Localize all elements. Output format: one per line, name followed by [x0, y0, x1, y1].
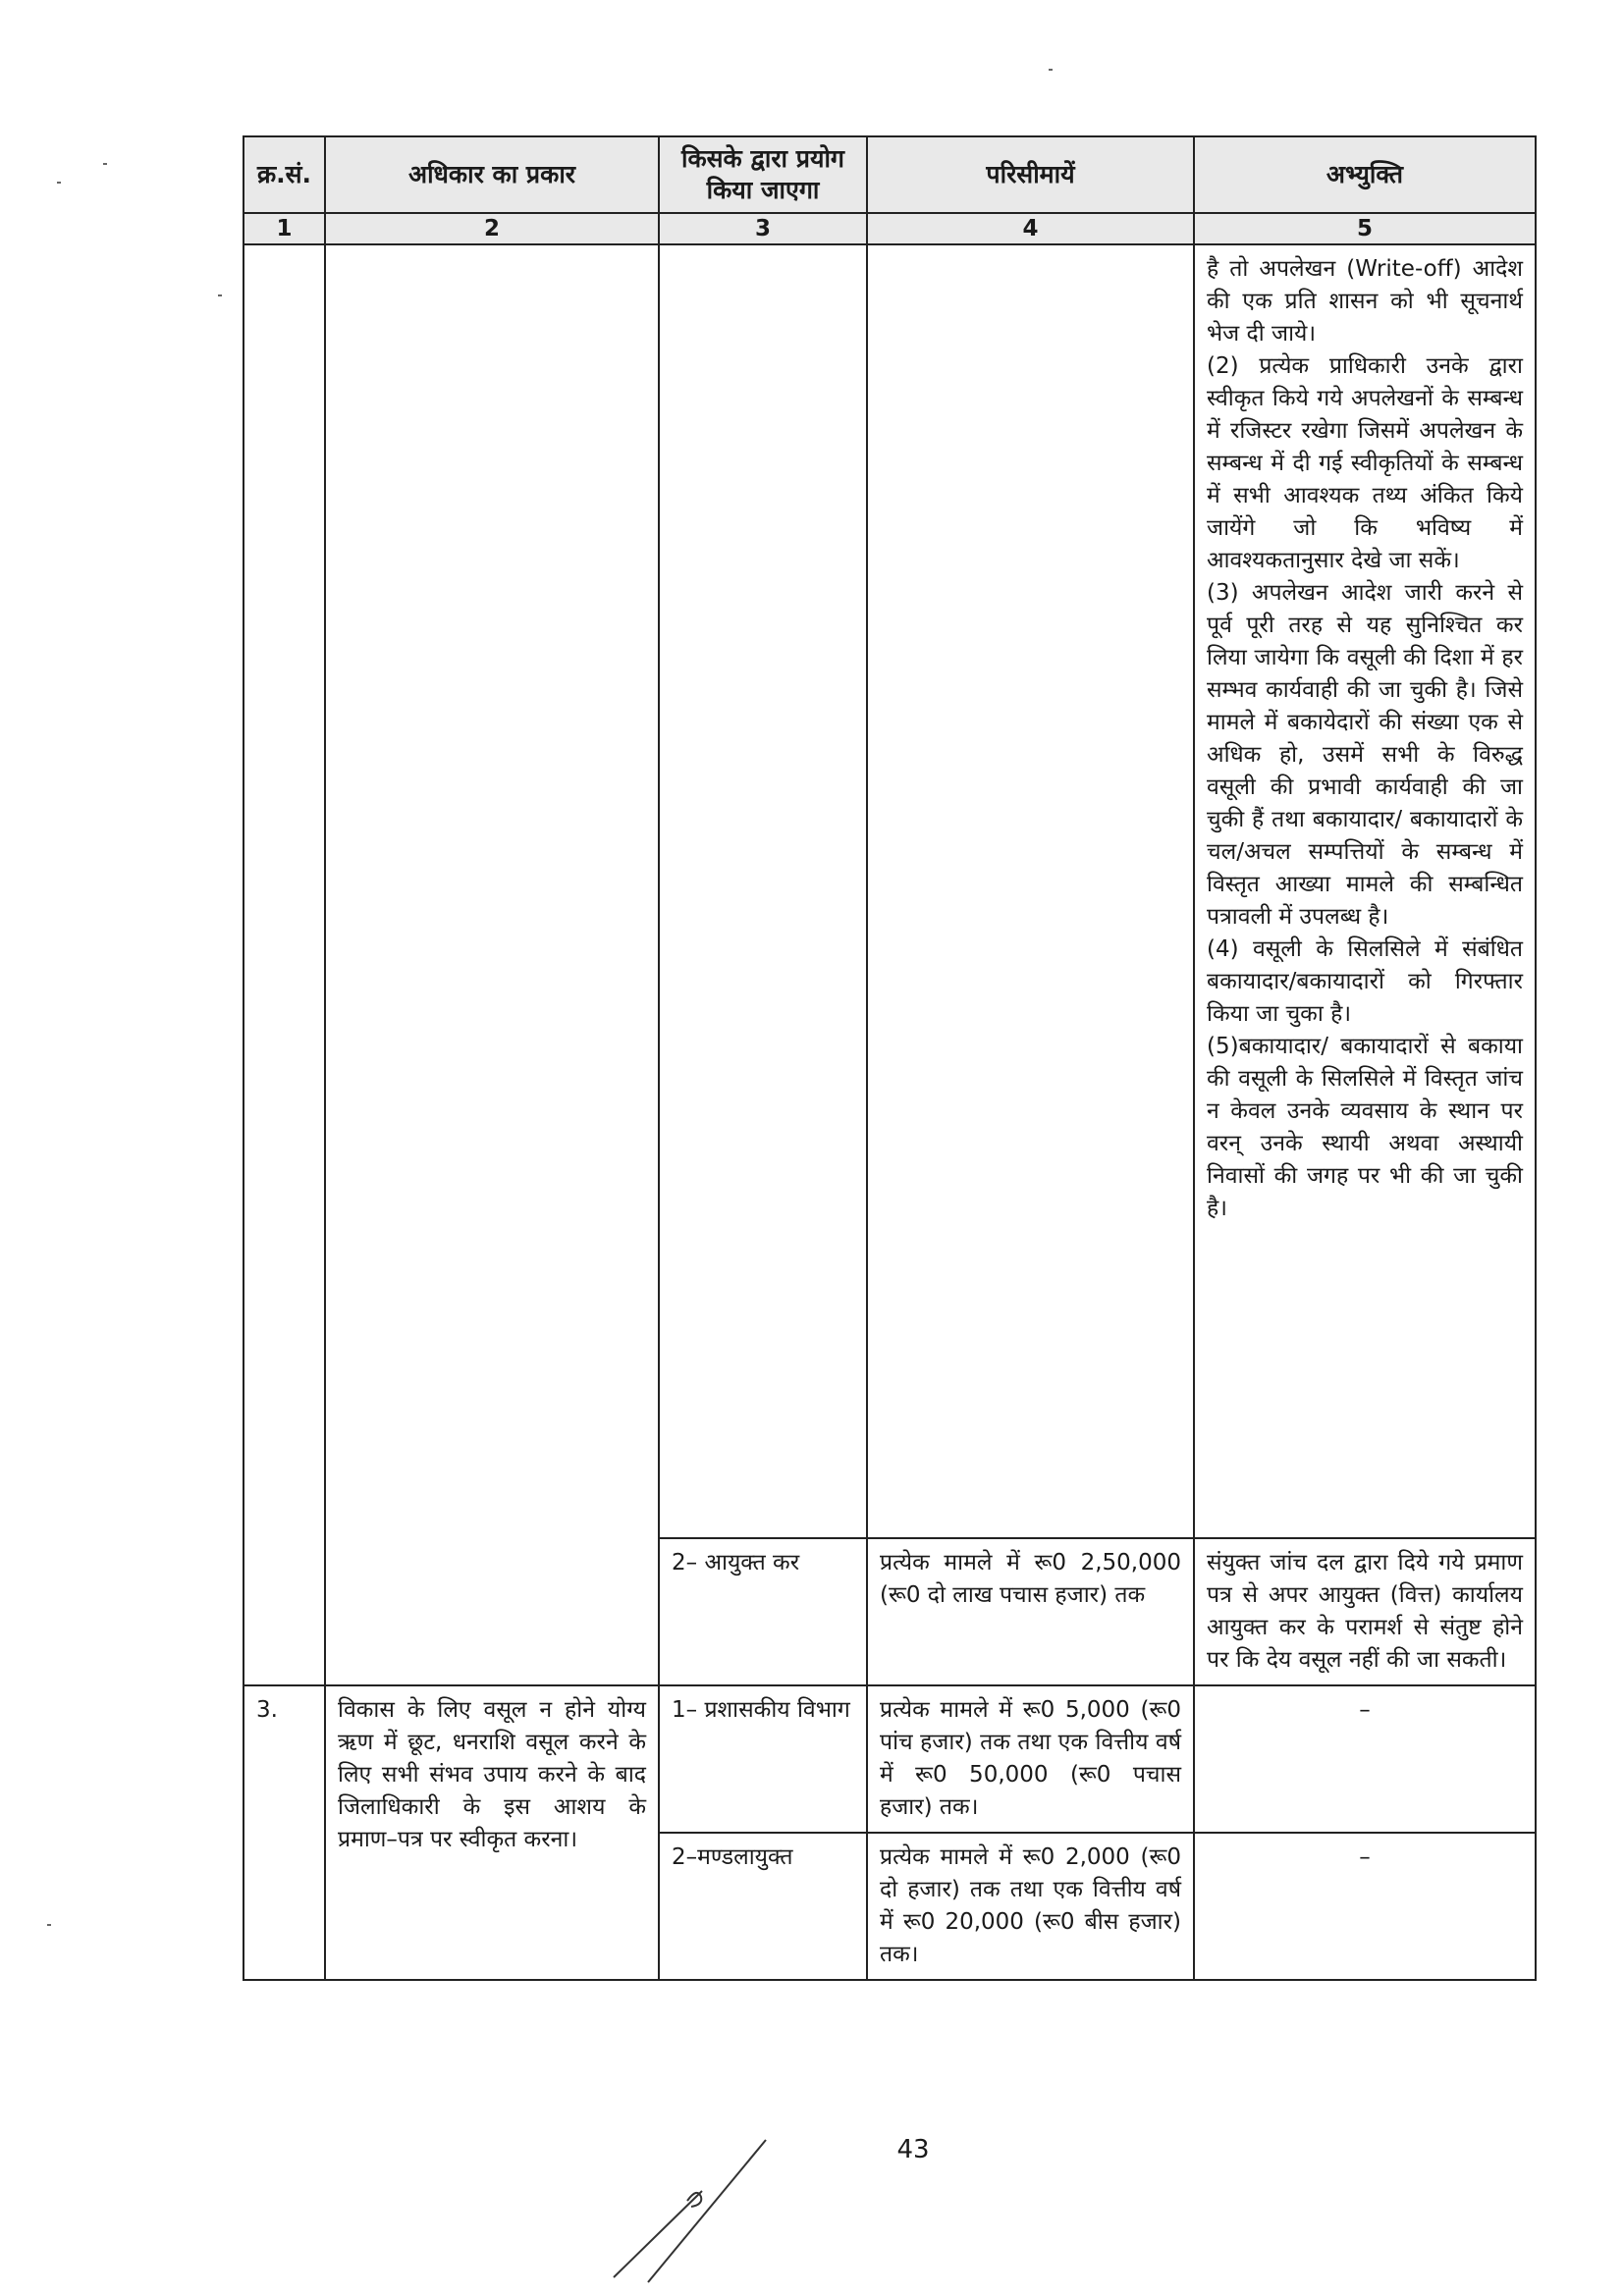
continued-power-cell — [325, 244, 659, 1685]
scan-speck — [218, 294, 222, 296]
remark-paragraph: (4) वसूली के सिलसिले में संबंधित बकायादार/बकायादारों को गिरफ्तार किया जा चुका है। — [1207, 936, 1523, 1027]
remark-paragraph: (2) प्रत्येक प्राधिकारी उनके द्वारा स्वीकृत किये गये अपलेखनों के सम्बन्ध में रजिस्टर रखेगा जिसमें अपलेखन के सम्बन्ध में दी गई स्वीकृतियों के सम्बन्ध में सभी आवश्यक तथ्य अंकित किये जायेंगे जो कि भविष्य में आवश्यकतानुसार देखे जा सकें। — [1207, 353, 1523, 573]
page-number: 43 — [896, 2135, 930, 2164]
remark-paragraph: (5)बकायादार/ बकायादारों से बकाया की वसूली के सिलसिले में विस्तृत जांच न केवल उनके व्यवसाय के स्थान पर वरन् उनके स्थायी अथवा अस्थायी निवासों की जगह पर भी की जा चुकी है। — [1207, 1034, 1523, 1221]
row-3-authority: 1– प्रशासकीय विभाग — [659, 1685, 867, 1833]
signature-mark — [609, 2130, 805, 2287]
column-number-row — [243, 213, 1536, 244]
schedule-table — [243, 135, 1537, 1981]
commissioner-limit: प्रत्येक मामले में रू0 2,50,000 (रू0 दो लाख पचास हजार) तक — [867, 1538, 1194, 1685]
header-power-type: अधिकार का प्रकार — [325, 136, 659, 213]
header-serial: क्र.सं. — [243, 136, 325, 213]
continued-authority-cell — [659, 244, 867, 1538]
header-exercised-by: किसके द्वारा प्रयोग किया जाएगा — [659, 136, 867, 213]
row-3-limit: प्रत्येक मामले में रू0 5,000 (रू0 पांच हजार) तक तथा एक वित्तीय वर्ष में रू0 50,000 (रू0 पचास हजार) तक। — [867, 1685, 1194, 1833]
row-3-authority: 2–मण्डलायुक्त — [659, 1833, 867, 1980]
continued-limit-cell — [867, 244, 1194, 1538]
row-3-remark: – — [1194, 1833, 1536, 1980]
remark-paragraph: (3) अपलेखन आदेश जारी करने से पूर्व पूरी तरह से यह सुनिश्चित कर लिया जायेगा कि वसूली की दिशा में हर सम्भव कार्यवाही की जा चुकी है। जिसे मामले में बकायेदारों की संख्या एक से अधिक हो, उसमें सभी के विरुद्ध वसूली की प्रभावी कार्यवाही की जा चुकी हैं तथा बकायादार/ बकायादारों के चल/अचल सम्पत्तियों के सम्बन्ध में विस्तृत आख्या मामले की सम्बन्धित पत्रावली में उपलब्ध है। — [1207, 580, 1523, 930]
continued-serial-cell — [243, 244, 325, 1685]
column-number: 1 — [243, 213, 325, 244]
scan-speck — [57, 182, 61, 184]
column-number: 3 — [659, 213, 867, 244]
row-3-remark: – — [1194, 1685, 1536, 1833]
scan-speck — [103, 163, 107, 165]
scan-speck — [1049, 69, 1053, 71]
row-3-power: विकास के लिए वसूल न होने योग्य ऋण में छूट, धनराशि वसूल करने के लिए सभी संभव उपाय करने के बाद जिलाधिकारी के इस आशय के प्रमाण–पत्र पर स्वीकृत करना। — [325, 1685, 659, 1980]
remark-paragraph: है तो अपलेखन (Write-off) आदेश की एक प्रति शासन को भी सूचनार्थ भेज दी जाये। — [1207, 256, 1523, 347]
continued-remarks-cell — [1194, 244, 1536, 1538]
row-3-limit: प्रत्येक मामले में रू0 2,000 (रू0 दो हजार) तक तथा एक वित्तीय वर्ष में रू0 20,000 (रू0 बीस हजार) तक। — [867, 1833, 1194, 1980]
commissioner-authority: 2– आयुक्त कर — [659, 1538, 867, 1685]
row-3-serial: 3. — [243, 1685, 325, 1980]
header-row — [243, 136, 1536, 213]
continued-row — [243, 244, 1536, 1538]
commissioner-remark: संयुक्त जांच दल द्वारा दिये गये प्रमाण पत्र से अपर आयुक्त (वित्त) कार्यालय आयुक्त कर के परामर्श से संतुष्ट होने पर कि देय वसूल नहीं की जा सकती। — [1194, 1538, 1536, 1685]
header-remarks: अभ्युक्ति — [1194, 136, 1536, 213]
column-number: 5 — [1194, 213, 1536, 244]
column-number: 2 — [325, 213, 659, 244]
header-limits: परिसीमायें — [867, 136, 1194, 213]
row-3-sub-1 — [243, 1685, 1536, 1833]
scan-speck — [47, 1924, 51, 1926]
column-number: 4 — [867, 213, 1194, 244]
